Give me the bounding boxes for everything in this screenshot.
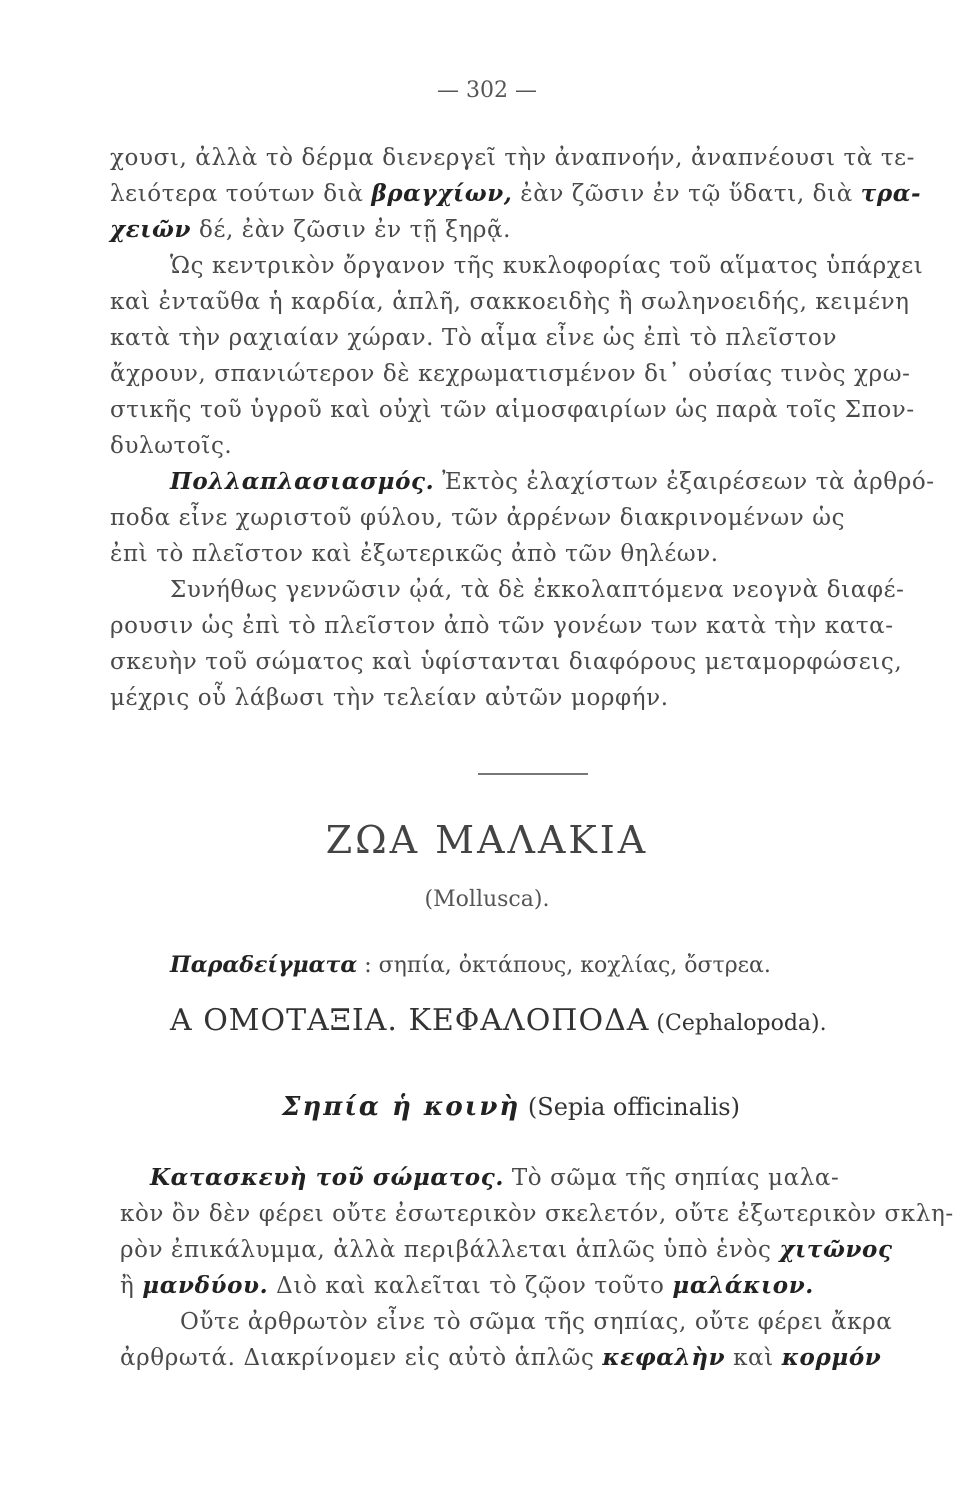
bold-term: μανδύου. bbox=[142, 1272, 269, 1299]
class-heading-greek: Α ΟΜΟΤΑΞΙΑ. ΚΕΦΑΛΟΠΟΔΑ bbox=[170, 1003, 650, 1038]
text-span: Διὸ καὶ καλεῖται τὸ ζῷον τοῦτο bbox=[268, 1273, 673, 1299]
text-line bbox=[110, 680, 920, 716]
text-line bbox=[110, 140, 920, 176]
bold-term: μαλάκιον. bbox=[672, 1272, 814, 1299]
section-subtitle: (Mollusca). bbox=[424, 887, 550, 912]
species-name: Σηπία ἡ κοινὴ bbox=[282, 1092, 521, 1122]
text-span: ἄχρουν, σπανιώτερον δὲ κεχρωματισμένον δι᾽ οὐσίας τινὸς χρω- bbox=[110, 361, 911, 387]
bold-term: τρα- bbox=[860, 180, 922, 207]
text-line bbox=[110, 320, 920, 356]
text-line bbox=[110, 608, 920, 644]
text-span: ποδα εἶνε χωριστοῦ φύλου, τῶν ἀρρένων διακρινομένων ὡς bbox=[110, 505, 846, 531]
text-line bbox=[110, 464, 935, 500]
page-number: — 302 — bbox=[437, 78, 537, 103]
text-span: καὶ bbox=[725, 1345, 782, 1371]
text-span: Ὡς κεντρικὸν ὄργανον τῆς κυκλοφορίας τοῦ αἵματος ὑπάρχει bbox=[170, 253, 924, 279]
text-span: μέχρις οὗ λάβωσι τὴν τελείαν αὐτῶν μορφήν. bbox=[110, 685, 669, 711]
examples-label: Παραδείγματα bbox=[170, 952, 358, 978]
section-divider bbox=[478, 773, 588, 775]
bold-term: βραγχίων, bbox=[371, 180, 513, 207]
text-span: ἐὰν ζῶσιν ἐν τῷ ὕδατι, διὰ bbox=[512, 181, 861, 207]
bold-term: Κατασκευὴ τοῦ σώματος. bbox=[150, 1164, 504, 1191]
text-span: κὸν ὂν δὲν φέρει οὔτε ἐσωτερικὸν σκελετόν, οὔτε ἐξωτερικὸν σκλη- bbox=[120, 1201, 954, 1227]
text-line bbox=[110, 572, 920, 608]
text-line bbox=[110, 212, 920, 248]
text-line bbox=[110, 644, 920, 680]
text-span: κατὰ τὴν ραχιαίαν χώραν. Τὸ αἷμα εἶνε ὡς ἐπὶ τὸ πλεῖστον bbox=[110, 325, 838, 351]
text-line bbox=[110, 284, 920, 320]
text-line bbox=[120, 1340, 960, 1376]
bold-term: κορμόν bbox=[781, 1344, 882, 1371]
text-span: Τὸ σῶμα τῆς σηπίας μαλα- bbox=[503, 1165, 840, 1191]
text-line bbox=[120, 1160, 960, 1196]
text-span: στικῆς τοῦ ὑγροῦ καὶ οὐχὶ τῶν αἱμοσφαιρίων ὡς παρὰ τοῖς Σπον- bbox=[110, 397, 915, 423]
text-span: λειότερα τούτων διὰ bbox=[110, 181, 372, 207]
text-span: Ἐκτὸς ἐλαχίστων ἐξαιρέσεων τὰ ἀρθρό- bbox=[434, 469, 935, 495]
text-span: χουσι, ἀλλὰ τὸ δέρμα διενεργεῖ τὴν ἀναπνοήν, ἀναπνέουσι τὰ τε- bbox=[110, 145, 916, 171]
text-span: ρουσιν ὡς ἐπὶ τὸ πλεῖστον ἀπὸ τῶν γονέων των κατὰ τὴν κατα- bbox=[110, 613, 894, 639]
text-line bbox=[110, 392, 920, 428]
text-span: ἢ bbox=[120, 1273, 143, 1299]
text-line bbox=[110, 536, 920, 572]
bold-term: χιτῶνος bbox=[779, 1236, 893, 1263]
text-span: Οὔτε ἀρθρωτὸν εἶνε τὸ σῶμα τῆς σηπίας, οὔτε φέρει ἄκρα bbox=[180, 1309, 893, 1335]
class-heading-latin: (Cephalopoda). bbox=[649, 1011, 827, 1036]
class-heading bbox=[170, 1003, 827, 1038]
text-line bbox=[120, 1196, 960, 1232]
text-line bbox=[110, 500, 920, 536]
species-latin: (Sepia officinalis) bbox=[520, 1093, 740, 1121]
text-line bbox=[110, 356, 920, 392]
top-text-block bbox=[110, 140, 935, 716]
text-line bbox=[120, 1268, 960, 1304]
text-span: ἀρθρωτά. Διακρίνομεν εἰς αὐτὸ ἁπλῶς bbox=[120, 1345, 603, 1371]
text-line bbox=[110, 176, 920, 212]
text-span: ἐπὶ τὸ πλεῖστον καὶ ἐξωτερικῶς ἀπὸ τῶν θηλέων. bbox=[110, 541, 719, 567]
text-span: καὶ ἐνταῦθα ἡ καρδία, ἁπλῆ, σακκοειδὴς ἢ σωληνοειδής, κειμένη bbox=[110, 289, 910, 315]
examples-line bbox=[170, 952, 771, 978]
text-line bbox=[110, 428, 920, 464]
text-line bbox=[120, 1232, 960, 1268]
bottom-text-block bbox=[120, 1160, 960, 1376]
text-span: σκευὴν τοῦ σώματος καὶ ὑφίστανται διαφόρους μεταμορφώσεις, bbox=[110, 649, 903, 675]
text-line bbox=[110, 248, 924, 284]
text-line bbox=[120, 1304, 960, 1340]
text-span: δυλωτοῖς. bbox=[110, 433, 233, 459]
species-heading bbox=[282, 1092, 740, 1122]
text-span: Συνήθως γεννῶσιν ᾠά, τὰ δὲ ἐκκολαπτόμενα νεογνὰ διαφέ- bbox=[170, 577, 905, 603]
bold-term: χειῶν bbox=[110, 216, 192, 243]
examples-text: : σηπία, ὀκτάπους, κοχλίας, ὄστρεα. bbox=[357, 953, 771, 978]
bold-term: κεφαλὴν bbox=[602, 1344, 726, 1371]
text-span: δέ, ἐὰν ζῶσιν ἐν τῇ ξηρᾷ. bbox=[191, 217, 512, 243]
bold-term: Πολλαπλασιασμός. bbox=[170, 468, 435, 495]
section-title: ΖΩΑ ΜΑΛΑΚΙΑ bbox=[325, 818, 649, 862]
text-span: ρὸν ἐπικάλυμμα, ἀλλὰ περιβάλλεται ἁπλῶς ὑπὸ ἑνὸς bbox=[120, 1237, 780, 1263]
